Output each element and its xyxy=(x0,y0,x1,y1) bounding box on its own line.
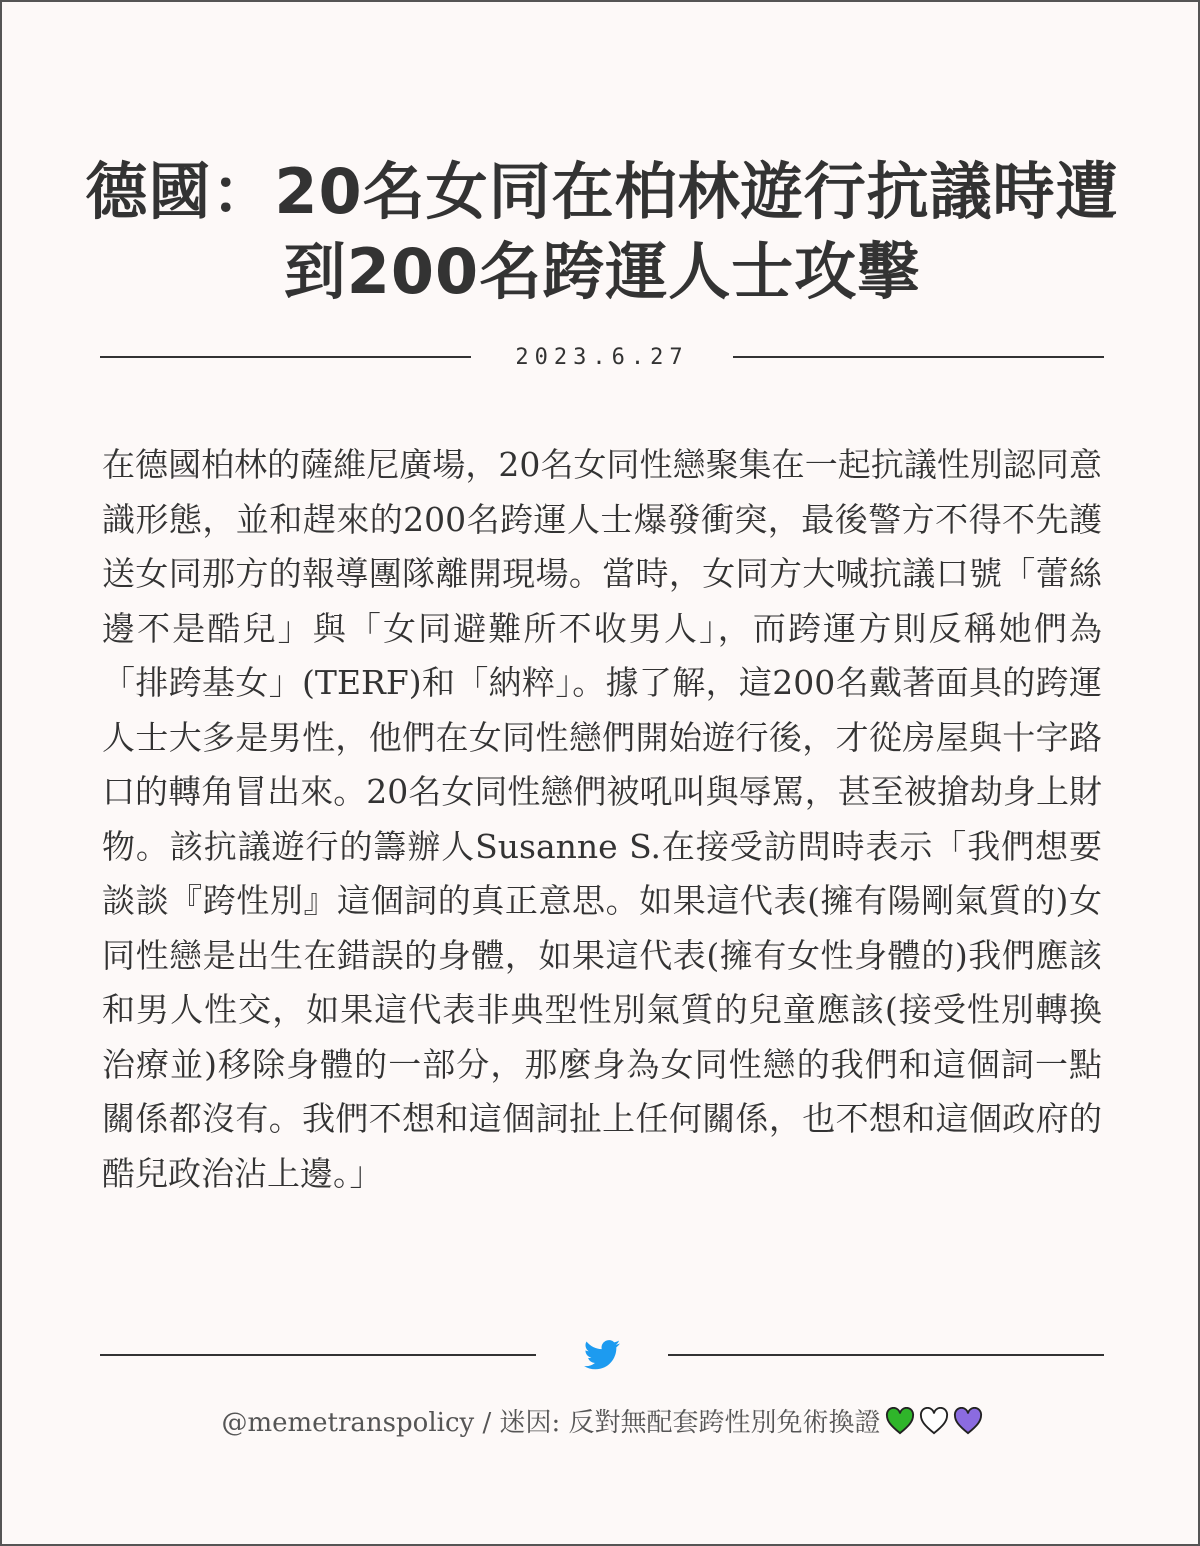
divider-line-right xyxy=(668,1354,1104,1356)
divider-line-right xyxy=(733,356,1104,358)
divider-line-left xyxy=(100,356,471,358)
post-date: 2023.6.27 xyxy=(515,344,689,370)
account-credit: @memetranspolicy / 迷因: 反對無配套跨性別免術換證 xyxy=(221,1408,881,1438)
date-divider xyxy=(100,342,1104,372)
green-heart-icon xyxy=(885,1407,915,1435)
footer-divider xyxy=(100,1340,1104,1370)
divider-line-left xyxy=(100,1354,536,1356)
post-body: 在德國柏林的薩維尼廣場，20名女同性戀聚集在一起抗議性別認同意識形態，並和趕來的200名跨運人士爆發衝突，最後警方不得不先護送女同那方的報導團隊離開現場。當時，女同方大喊抗議口號「蕾絲邊不是酷兒」與「女同避難所不收男人」，而跨運方則反稱她們為「排跨基女」(TERF)和「納粹」。據了解，這200名戴著面具的跨運人士大多是男性，他們在女同性戀們開始遊行後，才從房屋與十字路口的轉角冒出來。20名女同性戀們被吼叫與辱罵，甚至被搶劫身上財物。該抗議遊行的籌辦人Susanne S.在接受訪問時表示「我們想要談談『跨性別』這個詞的真正意思。如果這代表(擁有陽剛氣質的)女同性戀是出生在錯誤的身體，如果這代表(擁有女性身體的)我們應該和男人性交，如果這代表非典型性別氣質的兒童應該(接受性別轉換治療並)移除身體的一部分，那麼身為女同性戀的我們和這個詞一點關係都沒有。我們不想和這個詞扯上任何關係，也不想和這個政府的酷兒政治沾上邊。」 xyxy=(102,445,1102,1193)
white-heart-icon xyxy=(919,1407,949,1435)
footer-credit xyxy=(2,1402,1200,1439)
purple-heart-icon xyxy=(953,1407,983,1435)
twitter-bird-icon xyxy=(536,1340,668,1370)
post-title: 德國：20名女同在柏林遊行抗議時遭到200名跨運人士攻擊 xyxy=(85,155,1119,308)
